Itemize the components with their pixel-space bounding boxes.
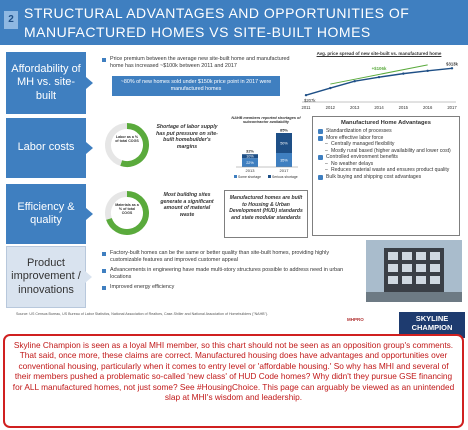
price-spread-point <box>402 72 404 74</box>
price-spread-point <box>451 67 453 69</box>
shortage-x-tick: 2017 <box>279 167 289 173</box>
labor-note: Shortage of labor supply has put pressure on site-built homebuilder's margins <box>156 124 218 150</box>
shortage-bar-value: 50% <box>280 141 288 146</box>
price-spread-annotation: +$106k <box>371 66 387 72</box>
price-spread-x-tick: 2011 <box>301 105 311 110</box>
affordability-bullet: Price premium between the average new site-built home and manufactured home has increased ~$100k between 2011 and 2017 <box>102 56 290 70</box>
shortage-bar-svg <box>224 125 308 179</box>
price-spread-chart <box>296 51 462 115</box>
donut-slice <box>121 126 146 164</box>
advantage-item: Bulk buying and shipping cost advantages <box>318 174 454 181</box>
row-efficiency <box>6 184 462 244</box>
price-spread-x-tick: 2013 <box>350 105 360 110</box>
advantage-item: More effective labor force <box>318 135 454 142</box>
label-affordability-text: Affordability of MH vs. site-built <box>11 63 81 102</box>
shortage-legend-label: Serious shortage <box>272 174 298 179</box>
product-bullet: Advancements in engineering have made multi-story structures possible to address need in urban locations <box>102 267 348 281</box>
building-photo-svg <box>366 240 462 302</box>
price-spread-start-label: $207k <box>304 98 316 104</box>
advantage-subitem: – Reduces material waste and ensures product quality <box>318 167 454 174</box>
price-spread-point <box>378 76 380 78</box>
shortage-bar-value: 10% <box>246 154 254 159</box>
donut-slice <box>108 126 127 163</box>
row-product <box>6 246 462 308</box>
price-spread-line <box>306 68 452 95</box>
price-spread-point <box>353 80 355 82</box>
shortage-bar-total: 85% <box>279 127 289 133</box>
arrow-right-icon <box>86 142 93 154</box>
price-spread-end-label: $313k <box>446 61 458 67</box>
shortage-bar-value: 35% <box>280 158 288 163</box>
efficiency-note: Most building sites generate a significant amount of material waste <box>160 192 214 218</box>
labor-donut-label: Labor as a % of total COGS <box>115 135 139 143</box>
price-spread-x-tick: 2017 <box>447 105 457 110</box>
shortage-legend-swatch <box>234 175 237 178</box>
label-product <box>6 246 86 308</box>
label-affordability <box>6 52 86 114</box>
label-efficiency-text: Efficiency & quality <box>17 200 75 226</box>
shortage-legend-swatch <box>268 175 271 178</box>
slide-title-line-1: STRUCTURAL ADVANTAGES AND OPPORTUNITIES OF <box>24 5 410 21</box>
product-bullet: Factory-built homes can be the same or better quality than site-built homes, providing highly customizable features and improved customer appeal <box>102 250 348 264</box>
logo-line-1: SKYLINE <box>415 314 449 323</box>
advantage-item: Controlled environment benefits <box>318 154 454 161</box>
price-spread-line-svg <box>296 56 462 112</box>
materials-donut-label: Materials as a % of total COGS <box>115 203 139 215</box>
materials-donut <box>102 188 152 242</box>
shortage-bar-value: 22% <box>246 160 254 165</box>
advantages-list <box>318 128 454 180</box>
arrow-right-icon <box>85 271 92 283</box>
page-number: 2 <box>4 11 18 29</box>
hud-standards-box: Manufactured homes are built to Housing & Urban Development (HUD) standards and state modular standards <box>224 190 308 238</box>
shortage-chart <box>224 116 308 180</box>
building-photo <box>366 240 462 302</box>
price-spread-point <box>426 70 428 72</box>
slide-title-line-2: MANUFACTURED HOMES VS SITE-BUILT HOMES <box>24 24 371 40</box>
advantages-title: Manufactured Home Advantages <box>341 120 431 126</box>
arrow-right-icon <box>86 208 93 220</box>
label-labor-text: Labor costs <box>17 141 75 154</box>
labor-donut <box>102 120 152 176</box>
price-spread-x-tick: 2016 <box>423 105 433 110</box>
shortage-chart-title: NAHB members reported shortages of subcontractor availability <box>231 116 301 125</box>
label-product-text: Product improvement / innovations <box>11 257 81 296</box>
price-spread-x-tick: 2015 <box>398 105 408 110</box>
row-affordability <box>6 52 462 114</box>
shortage-x-tick: 2013 <box>245 167 255 173</box>
shortage-legend-label: Some shortage <box>238 174 261 179</box>
product-bullet: Improved energy efficiency <box>102 284 348 291</box>
logo-line-2: CHAMPION <box>411 322 453 332</box>
advantage-subitem: – Centrally managed flexibility <box>318 141 454 148</box>
advantage-item: Standardization of processes <box>318 128 454 135</box>
affordability-callout: ~80% of new homes sold under $150k price point in 2017 were manufactured homes <box>112 76 280 96</box>
affordability-text-block <box>102 56 290 96</box>
slide-header <box>0 0 468 45</box>
commentary-box: Skyline Champion is seen as a loyal MHI member, so this chart should not be seen as an opposition group's comments. That said, once more, these claims are correct. Manufactured housing does have advantages and opportunities over conventional housing, particularly when it comes to entry level or 'affordable housing.' So why has MHI and several of their members pushed a problematic so-called 'new class' of HUD Code homes? Why didn't they pursue GSE financing for ALL manufactured homes, not just some? See #HousingChoice. This page can arguably be viewed as an unintended slap at MHI's wisdom and leadership. <box>3 334 464 428</box>
advantage-subitem: – Mostly rural based (higher availability and lower cost) <box>318 148 454 155</box>
arrow-right-icon <box>86 77 93 89</box>
price-spread-chart-title: Avg. price spread of new site-built vs. manufactured home <box>316 51 442 56</box>
price-spread-x-tick: 2012 <box>325 105 335 110</box>
source-note: Source: US Census Bureau, US Bureau of Labor Statistics, National Association of Realtors, Case-Shiller and National Association of Homebuilders ("NAHB"). <box>16 312 269 316</box>
price-spread-point <box>329 87 331 89</box>
labor-donut-svg <box>102 120 152 170</box>
product-bullets <box>102 250 348 291</box>
watermark: MHPRO <box>347 317 364 322</box>
label-efficiency <box>6 184 86 244</box>
price-spread-point <box>305 94 307 96</box>
advantage-subitem: – No weather delays <box>318 161 454 168</box>
label-labor <box>6 118 86 178</box>
shortage-bar-total: 32% <box>245 148 255 154</box>
price-spread-x-tick: 2014 <box>374 105 384 110</box>
